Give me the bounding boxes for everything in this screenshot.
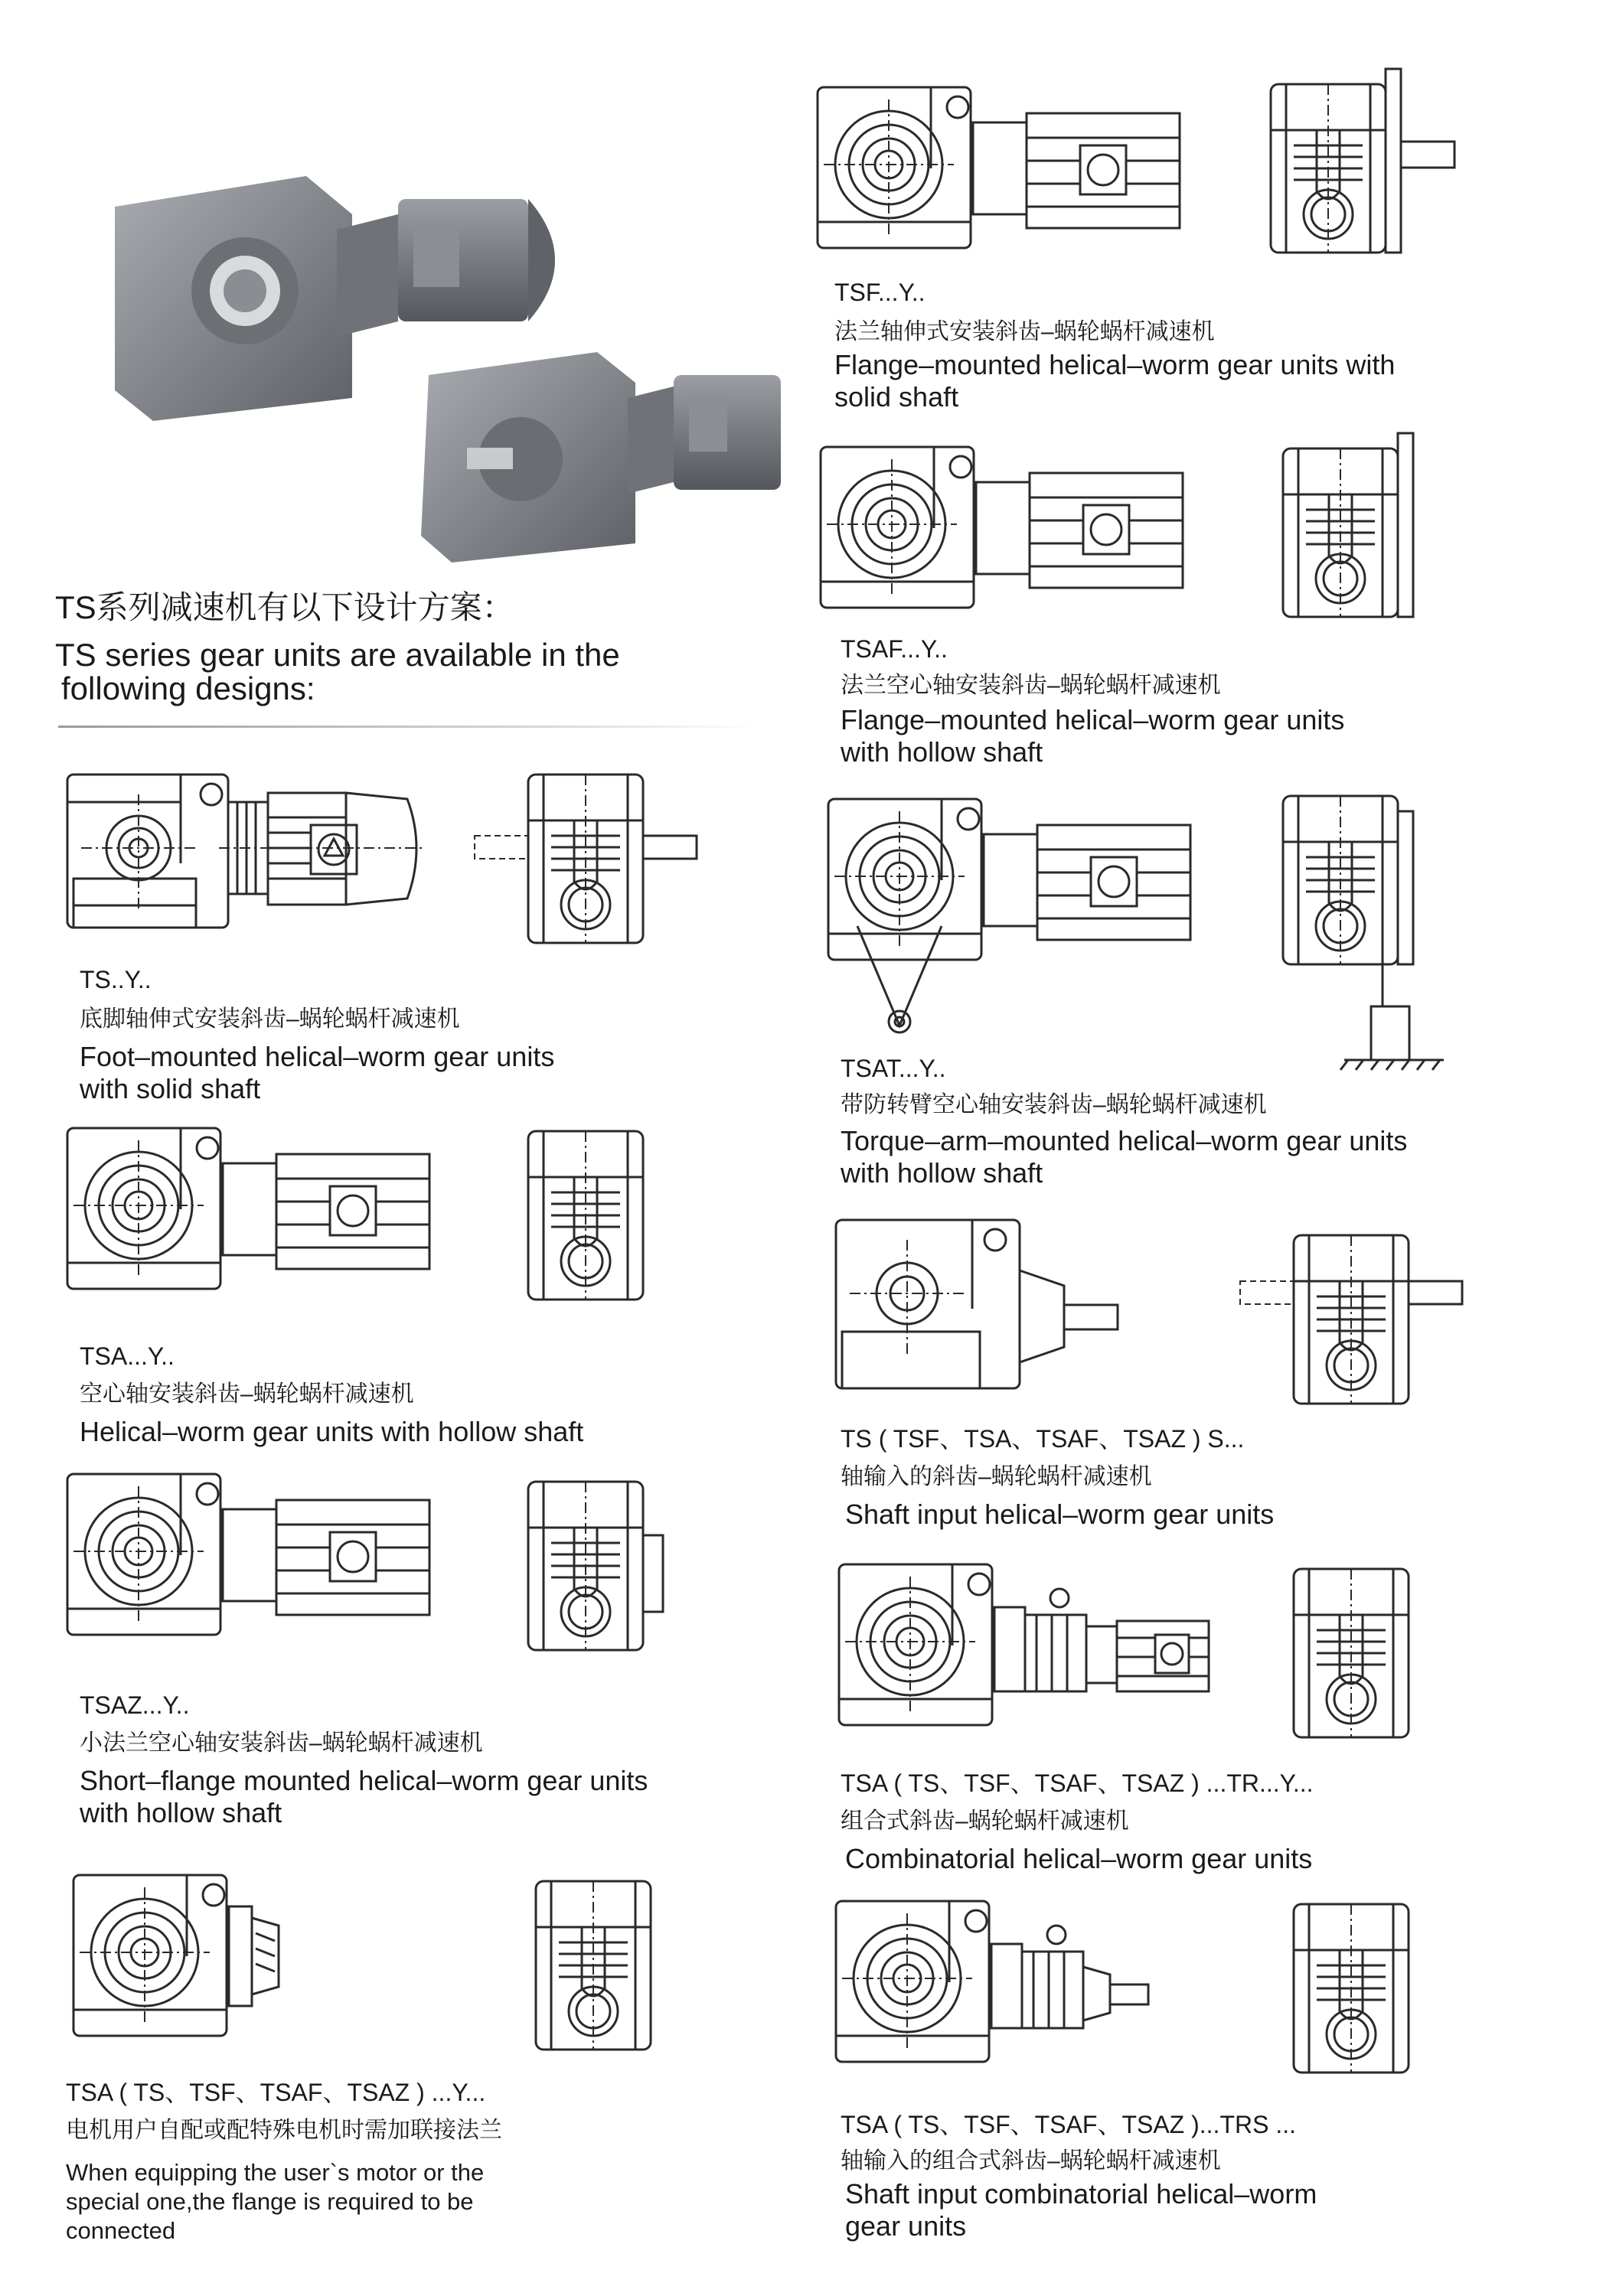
front-view-drawing bbox=[528, 1131, 651, 1307]
product-photo bbox=[107, 145, 796, 566]
design-name-en: Flange–mounted helical–worm gear units with hollow shaft bbox=[841, 704, 1345, 768]
design-code: TSA ( TS、TSF、TSAF、TSAZ ) ...Y... bbox=[66, 2079, 486, 2106]
section-heading-en-line1: TS series gear units are available in the bbox=[55, 637, 620, 673]
front-view-drawing bbox=[1294, 1904, 1416, 2080]
side-view-drawing bbox=[834, 1217, 1141, 1401]
side-view-drawing bbox=[837, 1561, 1251, 1745]
design-code: TSA ( TS、TSF、TSAF、TSAZ )...TRS ... bbox=[841, 2111, 1297, 2138]
design-code: TSAF...Y.. bbox=[841, 635, 948, 663]
design-name-en: Combinatorial helical–worm gear units bbox=[845, 1843, 1313, 1874]
front-view-drawing bbox=[1294, 1235, 1493, 1411]
design-name-en: Helical–worm gear units with hollow shaft bbox=[80, 1416, 584, 1447]
design-name-en: When equipping the user`s motor or the special one,the flange is required to be connected bbox=[66, 2159, 485, 2244]
side-view-drawing bbox=[72, 1872, 332, 2048]
side-view-drawing bbox=[66, 771, 433, 940]
design-name-cn: 组合式斜齿–蜗轮蜗杆减速机 bbox=[841, 1808, 1129, 1834]
side-view-drawing bbox=[66, 1471, 433, 1647]
side-view-drawing bbox=[66, 1125, 433, 1301]
design-code: TSA ( TS、TSF、TSAF、TSAZ ) ...TR...Y... bbox=[841, 1769, 1314, 1797]
design-code: TSA...Y.. bbox=[80, 1342, 175, 1370]
design-name-en: Short–flange mounted helical–worm gear units with hollow shaft bbox=[80, 1765, 648, 1828]
design-code: TSF...Y.. bbox=[834, 279, 926, 306]
design-code: TSAT...Y.. bbox=[841, 1055, 946, 1082]
design-name-en: Flange–mounted helical–worm gear units with solid shaft bbox=[834, 349, 1396, 413]
design-name-cn: 轴输入的斜齿–蜗轮蜗杆减速机 bbox=[841, 1464, 1152, 1489]
design-name-cn: 轴输入的组合式斜齿–蜗轮蜗杆减速机 bbox=[841, 2148, 1221, 2174]
side-view-drawing bbox=[819, 444, 1187, 612]
design-name-cn: 底脚轴伸式安装斜齿–蜗轮蜗杆减速机 bbox=[80, 1006, 460, 1032]
design-code: TSAZ...Y.. bbox=[80, 1691, 190, 1719]
side-view-drawing bbox=[827, 796, 1194, 1041]
design-name-en: Shaft input helical–worm gear units bbox=[845, 1499, 1275, 1530]
side-view-drawing bbox=[834, 1898, 1187, 2082]
front-view-drawing bbox=[1283, 433, 1436, 617]
front-view-drawing bbox=[528, 1482, 681, 1658]
front-view-drawing bbox=[528, 775, 727, 951]
design-name-cn: 法兰轴伸式安装斜齿–蜗轮蜗杆减速机 bbox=[834, 319, 1215, 344]
design-name-en: Torque–arm–mounted helical–worm gear units with hollow shaft bbox=[841, 1125, 1408, 1189]
front-view-drawing bbox=[536, 1881, 658, 2057]
design-code: TS..Y.. bbox=[80, 966, 152, 993]
section-heading-en-line2: following designs: bbox=[61, 670, 315, 706]
design-name-en: Shaft input combinatorial helical–worm gear units bbox=[845, 2178, 1317, 2242]
side-view-drawing bbox=[816, 84, 1183, 253]
front-view-drawing bbox=[1294, 1569, 1416, 1745]
design-name-en: Foot–mounted helical–worm gear units with solid shaft bbox=[80, 1041, 555, 1104]
design-code: TS ( TSF、TSA、TSAF、TSAZ ) S... bbox=[841, 1425, 1245, 1453]
design-name-cn: 小法兰空心轴安装斜齿–蜗轮蜗杆减速机 bbox=[80, 1730, 483, 1756]
front-view-drawing bbox=[1283, 796, 1467, 1071]
section-heading-cn: TS系列减速机有以下设计方案： bbox=[55, 589, 514, 625]
design-name-cn: 电机用户自配或配特殊电机时需加联接法兰 bbox=[66, 2118, 502, 2143]
design-name-cn: 带防转臂空心轴安装斜齿–蜗轮蜗杆减速机 bbox=[841, 1092, 1267, 1117]
front-view-drawing bbox=[1271, 69, 1500, 253]
design-name-cn: 空心轴安装斜齿–蜗轮蜗杆减速机 bbox=[80, 1381, 414, 1407]
section-divider bbox=[58, 726, 756, 728]
design-name-cn: 法兰空心轴安装斜齿–蜗轮蜗杆减速机 bbox=[841, 673, 1221, 698]
